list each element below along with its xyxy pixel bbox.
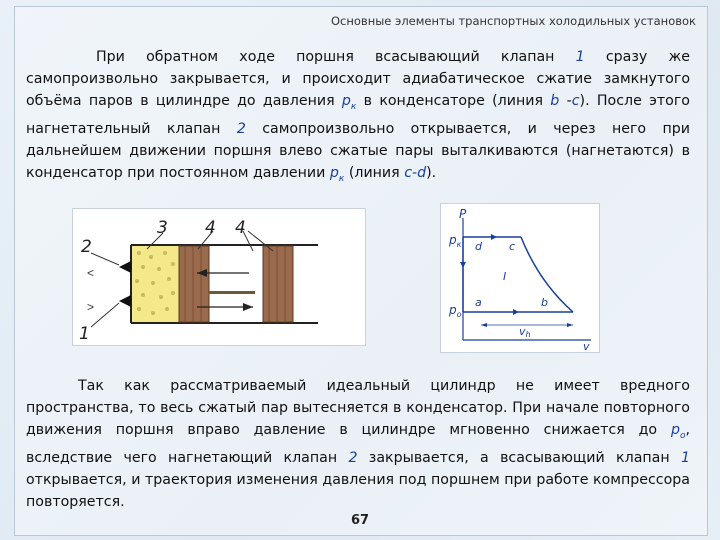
compressor-drawing (73, 209, 365, 345)
text: ). (426, 164, 437, 181)
label-1: 1 (79, 324, 90, 344)
axis-p-label: P (459, 207, 467, 221)
point-b: b (541, 296, 548, 309)
ref-valve-2: 2 (236, 120, 246, 137)
symbol-pk: $p_к$ (341, 93, 357, 112)
text: закрывается, а всасывающий клапан (357, 449, 681, 466)
paragraph-2 (26, 375, 690, 513)
valve-2 (119, 261, 131, 273)
point-d: d (475, 240, 482, 253)
ref-valve-1: 1 (680, 449, 691, 466)
line-b: b (550, 93, 560, 109)
valve-1 (119, 295, 131, 307)
line-c: c (571, 93, 580, 109)
page-number: 67 (350, 513, 370, 528)
line-cd: c-d (404, 164, 427, 181)
text: открывается, и траектория изменения давления под поршнем при работе компрессора повторяется. (26, 471, 690, 510)
region-I: I (503, 270, 507, 283)
label-4a: 4 (205, 218, 216, 238)
axis-v-label: v (583, 340, 590, 352)
text: , вследствие чего нагнетающий клапан (26, 422, 690, 466)
text: Так как рассматриваемый идеальный цилиндр не имеет вредного пространства, то весь сжатый пар вытесняется в конденсатор. При начале повторного движения поршня вправо давление в цилиндре мгновенно снижается до (26, 378, 690, 438)
symbol-pk: $p_к$ (329, 164, 345, 184)
text: сразу же самопроизвольно закрывается, и происходит адиабатическое сжатие замкнутого объёма паров в цилиндре до давления (26, 49, 690, 109)
label-vh: vh (519, 325, 531, 339)
text: самопроизвольно открывается, и через него при дальнейшем движении поршня влево сжатые пары выталкиваются (нагнетаются) в конденсатор при постоянном давлении (26, 120, 690, 181)
text: При обратном ходе поршня всасывающий клапан (96, 49, 576, 65)
text: в конденсаторе (линия (356, 93, 551, 109)
piston-3 (179, 246, 209, 322)
text: - (559, 93, 572, 109)
in-marker: > (87, 300, 95, 314)
text: ). После этого нагнетательный клапан (26, 93, 690, 137)
symbol-po: $p_о$ (670, 422, 686, 441)
pv-drawing (441, 204, 599, 352)
paragraph-1 (26, 46, 690, 190)
label-4b: 4 (235, 218, 246, 238)
pv-diagram (440, 203, 600, 353)
label-2: 2 (81, 237, 92, 257)
ref-valve-2: 2 (348, 449, 358, 466)
ref-valve-1: 1 (575, 49, 585, 65)
compressor-figure (72, 208, 366, 346)
header-title: Основные элементы транспортных холодильных установок (330, 14, 696, 28)
text: (линия (344, 164, 405, 181)
label-3: 3 (157, 218, 168, 238)
out-marker: < (87, 266, 95, 280)
point-c: c (509, 240, 516, 253)
piston-4 (263, 246, 293, 322)
label-po: $p_о$ (449, 303, 462, 319)
label-pk: $p_к$ (449, 233, 462, 249)
point-a: a (475, 296, 482, 309)
